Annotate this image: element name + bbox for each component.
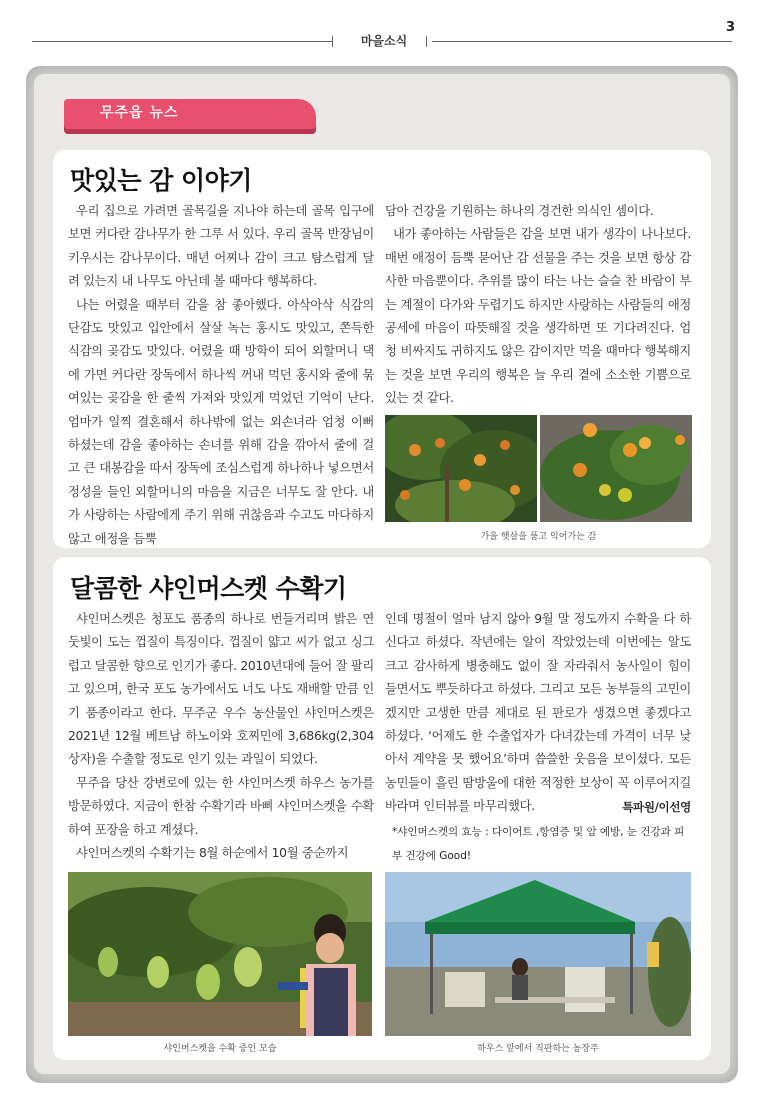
paragraph: 샤인머스켓의 수확기는 8월 하순에서 10월 중순까지	[76, 846, 349, 861]
article-column	[68, 608, 374, 865]
paragraph: 인데 명절이 얼마 남지 않아 9월 말 정도까지 수확을 다 하신다고 하셨다. 작년에는 알이 작았었는데 이번에는 알도 크고 감사하게 병충해도 없이 잘 자라줘서 농사일이 힘이 들면서도 뿌듯하다고 하셨다. 그리고 모든 농부들의 고민이겠지만 고생한 만큼 제대로 된 판로가 생겼으면 좋겠다고 하셨다. ‘어제도 한 수출업자가 다녀갔는데 가격이 너무 낮아서 계약을 못 했어요’하며 씁쓸한 웃음을 보이셨다. 모든 농민들이 흘린 땀방울에 대한 적정한 보상이 꼭 이루어지길 바라며 인터뷰를 마무리했다.	[385, 612, 691, 814]
header-rule-left	[32, 41, 332, 42]
article-title: 달콤한 샤인머스켓 수확기	[70, 574, 347, 603]
paragraph: 무주읍 당산 강변로에 있는 한 샤인머스켓 하우스 농가를 방문하였다. 지금이 한참 수확기라 바삐 샤인머스켓을 수확하여 포장을 하고 계셨다.	[68, 775, 374, 837]
photo-caption: 샤인머스켓을 수확 중인 모습	[163, 1044, 277, 1054]
article-column	[385, 608, 691, 819]
efficacy-note: *샤인머스켓의 효능 : 다이어트 ,항염증 및 암 예방, 눈 건강과 피부 건강에 Good!	[392, 826, 685, 862]
byline: 특파원/이선영	[622, 799, 691, 814]
paragraph: 샤인머스켓은 청포도 품종의 하나로 번들거리며 밝은 연둣빛이 도는 껍질이 특징이다. 껍질이 얇고 씨가 없고 싱그럽고 달콤한 향으로 인기가 좋다. 2010년대에 들어 잘 팔리고 있으며, 한국 포도 농가에서도 너도 나도 재배할 만큼 인기 품종이라고 한다. 무주군 우수 농산물인 샤인머스켓은 2021년 12월 베트남 하노이와 호찌민에 3,686kg(2,304상자)을 수출할 정도로 인기 있는 과일이 되었다.	[68, 612, 374, 767]
paragraph: 내가 좋아하는 사람들은 감을 보면 내가 생각이 나나보다. 매번 애정이 듬뿍 묻어난 감 선물을 주는 것을 보면 항상 감사한 마음뿐이다. 추위를 많이 타는 나는 슬슬 찬 바람이 부는 계절이 다가와 두렵기도 하지만 사랑하는 사람들의 애정 공세에 마음이 따뜻해질 것을 생각하면 또 기다려진다. 엄청 비싸지도 귀하지도 않은 감이지만 먹을 때마다 행복해지는 것을 보면 우리의 행복은 늘 우리 곁에 소소한 기쁨으로 있는 것 같다.	[385, 227, 691, 406]
photo-persimmon-tree	[385, 415, 537, 522]
section-ribbon	[64, 99, 316, 129]
ribbon-label: 무주읍 뉴스	[100, 105, 179, 121]
paragraph: 우리 집으로 가려면 골목길을 지나야 하는데 골목 입구에 보면 커다란 감나무가 한 그루 서 있다. 우리 골목 반장님이 키우시는 감나무이다. 매년 어찌나 감이 크고 탐스럽게 달려 있는지 내 나무도 아닌데 볼 때마다 행복하다.	[68, 204, 374, 289]
paragraph: 담아 건강을 기원하는 하나의 경건한 의식인 셈이다.	[385, 204, 654, 218]
header-rule-right	[432, 41, 732, 42]
photo-caption: 가을 햇살을 품고 익어가는 감	[480, 532, 597, 542]
article-column	[385, 200, 691, 434]
section-title: 마을소식	[360, 34, 408, 48]
page-number: 3	[725, 20, 735, 35]
photo-persimmon-branch	[540, 415, 692, 522]
photo-direct-sale-tent	[385, 872, 691, 1036]
article-column	[68, 200, 374, 551]
photo-harvesting-grapes	[68, 872, 372, 1036]
photo-caption: 하우스 앞에서 직판하는 농장주	[477, 1044, 599, 1054]
paragraph: 나는 어렸을 때부터 감을 참 좋아했다. 아삭아삭 식감의 단감도 맛있고 입안에서 살살 녹는 홍시도 맛있고, 쫀득한 식감의 곶감도 맛있다. 어렸을 때 방학이 되어 외할머니 댁에 가면 커다란 장독에서 하나씩 꺼내 먹던 홍시와 줄에 묶여있는 곶감을 한 줄씩 가져와 맛있게 먹었던 기억이 난다. 엄마가 일찍 결혼해서 하나밖에 없는 외손녀라 엄청 이뻐 하셨는데 감을 좋아하는 손녀를 위해 감을 깎아서 줄에 걸고 큰 대봉감을 따서 장독에 조심스럽게 하나하나 넣으면서 정성을 들인 외할머니의 마음을 지금은 너무도 잘 안다. 내가 사랑하는 사람에게 주기 위해 귀찮음과 수고도 마다하지 않고 애정을 듬뿍	[68, 297, 374, 546]
article-title: 맛있는 감 이야기	[70, 166, 252, 195]
header-tick-right	[426, 36, 427, 47]
header-tick-left	[332, 36, 333, 47]
